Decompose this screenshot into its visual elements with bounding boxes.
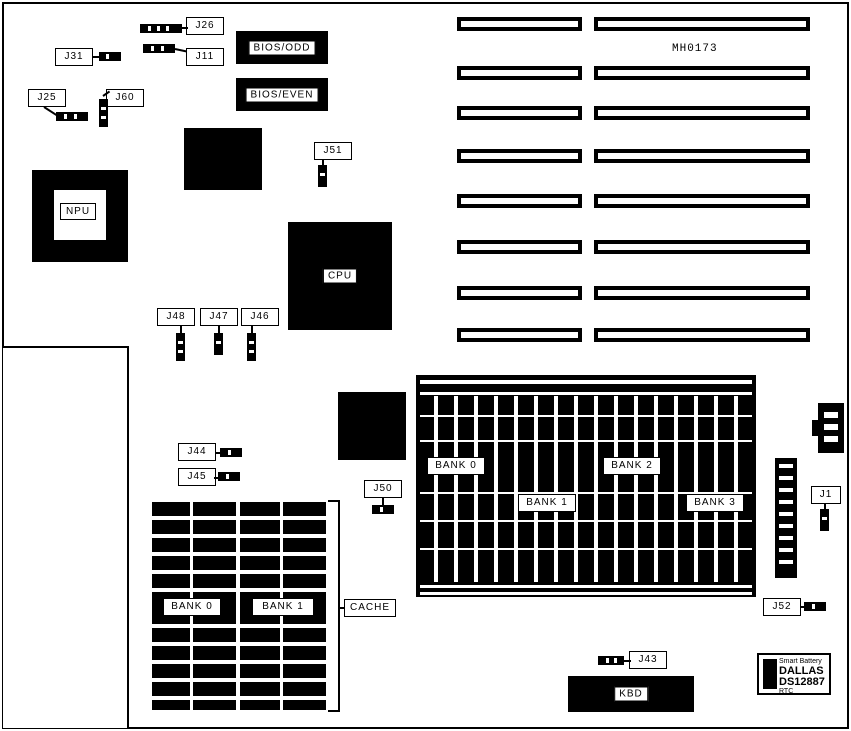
leader-line-J48 [180, 326, 182, 334]
io-connector-slot [824, 436, 838, 442]
cache-bank-1-label: BANK 1 [252, 598, 314, 616]
pin-gap [779, 560, 793, 564]
bios-even-chip [236, 78, 328, 111]
notch-edge-horizontal [3, 346, 129, 348]
jumper-label-J48[interactable]: J48 [157, 308, 195, 326]
jumper-label-J46[interactable]: J46 [241, 308, 279, 326]
jumper-pin-gap [161, 46, 164, 51]
expansion-slot [594, 149, 810, 163]
jumper-pin-gap [151, 46, 154, 51]
cache-bank-0-label: BANK 0 [163, 598, 221, 616]
keyboard-connector [568, 676, 694, 712]
expansion-slot [594, 17, 810, 31]
jumper-pin-gap [166, 26, 169, 31]
jumper-label-J50[interactable]: J50 [364, 480, 402, 498]
chipset-chip-lower [338, 392, 406, 460]
leader-line-J46 [251, 326, 253, 334]
rtc-line-1: Smart Battery [779, 658, 822, 665]
simm-slot-gap [634, 396, 638, 582]
pin-gap [779, 524, 793, 528]
memory-simm-array [416, 375, 756, 597]
jumper-pins-J47 [214, 333, 223, 355]
simm-slot-gap [474, 396, 478, 582]
io-pin-header [775, 458, 797, 578]
expansion-slot [457, 66, 582, 80]
cache-bracket-bottom [328, 710, 340, 712]
jumper-pin-gap [178, 350, 183, 353]
jumper-pin-gap [216, 341, 221, 344]
jumper-label-J51[interactable]: J51 [314, 142, 352, 160]
io-connector-slot [824, 424, 838, 430]
jumper-pins-J11 [143, 44, 175, 53]
cache-column-gap [236, 502, 240, 710]
bios-even-label: BIOS/EVEN [246, 87, 319, 102]
pin-gap [779, 512, 793, 516]
jumper-label-J31[interactable]: J31 [55, 48, 93, 66]
jumper-pin-gap [320, 173, 325, 176]
jumper-label-J52[interactable]: J52 [763, 598, 801, 616]
simm-slot-gap [434, 396, 438, 582]
jumper-label-J25[interactable]: J25 [28, 89, 66, 107]
simm-rail [420, 440, 752, 442]
expansion-slot [457, 106, 582, 120]
simm-slot-gap [734, 396, 738, 582]
leader-line-J52 [800, 606, 806, 608]
simm-slot-gap [514, 396, 518, 582]
simm-slot-gap [614, 396, 618, 582]
jumper-pin-gap [106, 54, 109, 59]
jumper-label-J44[interactable]: J44 [178, 443, 216, 461]
expansion-slot [594, 194, 810, 208]
jumper-label-J43[interactable]: J43 [629, 651, 667, 669]
jumper-label-J60[interactable]: J60 [106, 89, 144, 107]
jumper-pin-gap [226, 474, 229, 479]
jumper-pins-J52 [804, 602, 826, 611]
io-connector-stem [812, 420, 820, 436]
jumper-label-J11[interactable]: J11 [186, 48, 224, 66]
jumper-pin-gap [614, 658, 617, 663]
cpu-label: CPU [323, 269, 357, 284]
expansion-slot [457, 328, 582, 342]
simm-slot-gap [554, 396, 558, 582]
pin-gap [779, 536, 793, 540]
chipset-chip-upper [184, 128, 262, 190]
rtc-line-4: RTC [779, 688, 794, 695]
simm-rail [420, 520, 752, 522]
simm-gap [420, 392, 752, 395]
simm-slot-gap [674, 396, 678, 582]
simm-rail [420, 415, 752, 417]
cpu-socket [288, 222, 392, 330]
rtc-pin-block [763, 659, 777, 689]
simm-slot-gap [694, 396, 698, 582]
memory-bank-2-label: BANK 2 [603, 457, 661, 475]
leader-line-J51 [322, 160, 324, 167]
simm-gap [420, 380, 752, 384]
jumper-pin-gap [228, 450, 231, 455]
jumper-pins-J45 [218, 472, 240, 481]
simm-slot-gap [594, 396, 598, 582]
simm-gap [420, 585, 752, 588]
simm-rail [420, 548, 752, 550]
jumper-pins-J43 [598, 656, 624, 665]
cache-label: CACHE [344, 599, 396, 617]
expansion-slot [457, 194, 582, 208]
jumper-pin-gap [380, 507, 383, 512]
board-model-text: MH0173 [672, 43, 718, 55]
leader-line-J44 [216, 452, 222, 454]
npu-label: NPU [60, 203, 96, 220]
cache-bracket-top [328, 500, 340, 502]
cache-bracket-vertical [338, 500, 340, 712]
jumper-pin-gap [64, 114, 67, 119]
dallas-rtc-module [757, 653, 831, 695]
expansion-slot [594, 286, 810, 300]
jumper-pin-gap [178, 341, 183, 344]
jumper-pin-gap [606, 658, 609, 663]
rtc-line-2: DALLAS [779, 665, 824, 677]
memory-bank-0-label: BANK 0 [427, 457, 485, 475]
pin-gap [779, 488, 793, 492]
expansion-slot [594, 66, 810, 80]
jumper-pin-gap [249, 341, 254, 344]
jumper-pin-gap [157, 26, 160, 31]
jumper-label-J47[interactable]: J47 [200, 308, 238, 326]
jumper-pin-gap [101, 107, 106, 110]
leader-line-J43 [624, 660, 631, 662]
pin-gap [779, 476, 793, 480]
expansion-slot [457, 240, 582, 254]
expansion-slot [594, 240, 810, 254]
board-notch [3, 348, 127, 728]
expansion-slot [457, 149, 582, 163]
jumper-pins-J31 [99, 52, 121, 61]
rtc-line-3: DS12887 [779, 676, 825, 688]
leader-line-J26 [182, 27, 188, 29]
simm-slot-gap [494, 396, 498, 582]
jumper-label-J1[interactable]: J1 [811, 486, 841, 504]
jumper-pin-gap [74, 114, 77, 119]
simm-slot-gap [454, 396, 458, 582]
io-connector-slot [824, 412, 838, 418]
pin-gap [779, 500, 793, 504]
jumper-pin-gap [148, 26, 151, 31]
simm-gap [420, 592, 752, 595]
leader-line-J50 [382, 498, 384, 506]
expansion-slot [594, 106, 810, 120]
simm-slot-gap [574, 396, 578, 582]
jumper-pins-J46 [247, 333, 256, 361]
jumper-pin-gap [812, 604, 815, 609]
pin-gap [779, 464, 793, 468]
jumper-pins-J50 [372, 505, 394, 514]
bios-odd-label: BIOS/ODD [249, 40, 316, 55]
jumper-pin-gap [822, 517, 827, 520]
jumper-pins-J44 [220, 448, 242, 457]
simm-slot-gap [654, 396, 658, 582]
expansion-slot [594, 328, 810, 342]
expansion-slot [457, 17, 582, 31]
jumper-pin-gap [101, 116, 106, 119]
cache-bracket-arm [339, 607, 345, 609]
jumper-pins-J1 [820, 509, 829, 531]
expansion-slot [457, 286, 582, 300]
simm-slot-gap [534, 396, 538, 582]
keyboard-label: KBD [614, 687, 648, 702]
memory-bank-3-label: BANK 3 [686, 494, 744, 512]
jumper-pins-J48 [176, 333, 185, 361]
leader-line-J45 [214, 477, 220, 479]
pin-gap [779, 548, 793, 552]
jumper-pins-J51 [318, 165, 327, 187]
leader-line-J1 [824, 504, 826, 511]
jumper-label-J45[interactable]: J45 [178, 468, 216, 486]
jumper-pins-J26 [140, 24, 182, 33]
bios-odd-chip [236, 31, 328, 64]
jumper-pins-J25 [56, 112, 88, 121]
leader-line-J47 [218, 326, 220, 334]
notch-edge-vertical [127, 346, 129, 728]
leader-line-J31 [93, 56, 100, 58]
simm-slot-gap [714, 396, 718, 582]
memory-bank-1-label: BANK 1 [518, 494, 576, 512]
jumper-pins-J60 [99, 99, 108, 127]
jumper-label-J26[interactable]: J26 [186, 17, 224, 35]
jumper-pin-gap [249, 350, 254, 353]
